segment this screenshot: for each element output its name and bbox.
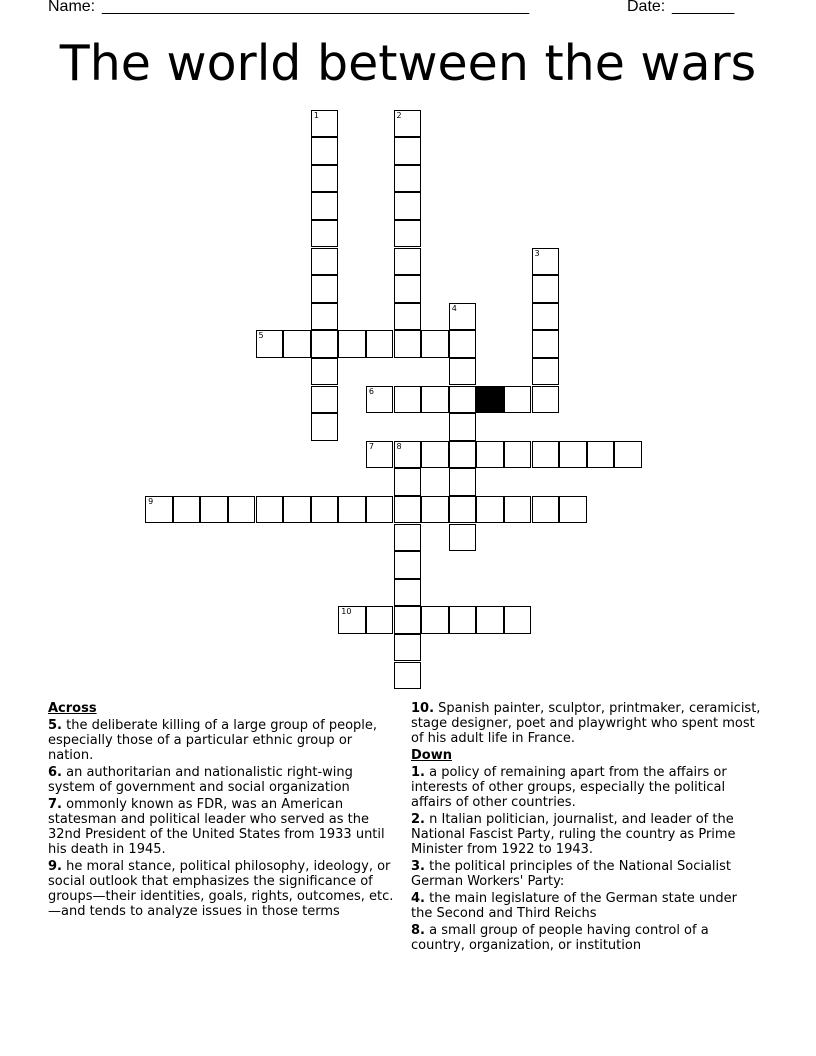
across-heading: Across [48, 701, 97, 716]
grid-cell[interactable] [228, 496, 256, 524]
clue-text: a policy of remaining apart from the affairs or interests of other groups, especially the political affairs of other countries. [411, 765, 727, 810]
grid-cell[interactable] [311, 192, 339, 220]
grid-cell[interactable] [394, 192, 422, 220]
date-label: Date: [627, 0, 666, 15]
grid-cell[interactable] [200, 496, 228, 524]
grid-cell[interactable] [311, 165, 339, 193]
grid-cell[interactable] [145, 496, 173, 524]
across-clue [48, 859, 398, 919]
clue-number: 7. [48, 797, 62, 812]
clue-number: 2. [411, 812, 425, 827]
grid-cell[interactable] [366, 386, 394, 414]
grid-cell[interactable] [283, 330, 311, 358]
grid-cell[interactable] [394, 662, 422, 690]
across-clue [48, 765, 398, 795]
grid-cell[interactable] [476, 496, 504, 524]
grid-cell[interactable] [449, 303, 477, 331]
grid-cell[interactable] [449, 441, 477, 469]
name-label: Name: [48, 0, 96, 15]
grid-cell[interactable] [311, 303, 339, 331]
clue-text: the deliberate killing of a large group of people, especially those of a particular ethnic group or nation. [48, 718, 378, 763]
grid-cell[interactable] [449, 606, 477, 634]
grid-cell[interactable] [394, 248, 422, 276]
grid-cell[interactable] [421, 386, 449, 414]
grid-cell[interactable] [366, 330, 394, 358]
grid-cell[interactable] [421, 606, 449, 634]
clue-number: 1. [411, 765, 425, 780]
grid-cell[interactable] [532, 330, 560, 358]
grid-cell[interactable] [449, 496, 477, 524]
clue-number-label: 2 [396, 110, 402, 120]
grid-cell[interactable] [394, 606, 422, 634]
grid-cell[interactable] [311, 275, 339, 303]
grid-cell[interactable] [532, 386, 560, 414]
grid-cell[interactable] [559, 441, 587, 469]
grid-cell[interactable] [283, 496, 311, 524]
clue-number: 9. [48, 859, 62, 874]
clue-text: n Italian politician, journalist, and leader of the National Fascist Party, ruling the country as Prime Minister from 1922 to 1943. [411, 812, 736, 857]
grid-cell[interactable] [449, 358, 477, 386]
grid-cell[interactable] [366, 606, 394, 634]
grid-cell[interactable] [338, 496, 366, 524]
clues-column-right [411, 701, 761, 955]
grid-cell[interactable] [449, 524, 477, 552]
grid-cell[interactable] [449, 468, 477, 496]
grid-cell[interactable] [532, 275, 560, 303]
grid-cell[interactable] [532, 303, 560, 331]
clue-text: Spanish painter, sculptor, printmaker, ceramicist, stage designer, poet and playwright who spent most of his adult life in France. [411, 701, 761, 746]
grid-cell[interactable] [504, 441, 532, 469]
clue-number-label: 7 [368, 441, 374, 451]
page-title: The world between the wars [59, 35, 757, 92]
down-heading: Down [411, 748, 452, 763]
grid-cell[interactable] [421, 441, 449, 469]
grid-cell[interactable] [394, 220, 422, 248]
grid-cell[interactable] [394, 524, 422, 552]
grid-cell[interactable] [311, 330, 339, 358]
grid-cell[interactable] [311, 413, 339, 441]
clue-number-label: 9 [148, 496, 154, 506]
name-blank-line[interactable]: ________________________________________________ [102, 0, 530, 15]
clue-number-label: 3 [534, 248, 540, 258]
grid-cell[interactable] [311, 220, 339, 248]
grid-cell[interactable] [476, 606, 504, 634]
grid-cell[interactable] [311, 496, 339, 524]
grid-cell[interactable] [421, 330, 449, 358]
grid-cell[interactable] [256, 496, 284, 524]
grid-cell[interactable] [394, 579, 422, 607]
blocked-square [476, 386, 504, 414]
clue-number: 6. [48, 765, 62, 780]
clue-text: a small group of people having control of a country, organization, or institution [411, 923, 709, 953]
clues-column-left [48, 701, 398, 921]
date-blank-line[interactable]: _______ [672, 0, 735, 15]
down-clue [411, 891, 761, 921]
grid-cell[interactable] [532, 358, 560, 386]
grid-cell[interactable] [366, 496, 394, 524]
clue-number-label: 4 [451, 303, 457, 313]
grid-cell[interactable] [504, 606, 532, 634]
grid-cell[interactable] [394, 496, 422, 524]
grid-cell[interactable] [532, 496, 560, 524]
clue-number: 10. [411, 701, 435, 716]
clue-number: 5. [48, 718, 62, 733]
grid-cell[interactable] [394, 468, 422, 496]
across-clue [48, 797, 398, 857]
clue-number-label: 6 [368, 386, 374, 396]
grid-cell[interactable] [476, 441, 504, 469]
down-clue [411, 923, 761, 953]
grid-cell[interactable] [587, 441, 615, 469]
grid-cell[interactable] [394, 330, 422, 358]
grid-cell[interactable] [311, 386, 339, 414]
grid-cell[interactable] [311, 137, 339, 165]
grid-cell[interactable] [394, 441, 422, 469]
across-clue [48, 718, 398, 763]
grid-cell[interactable] [311, 358, 339, 386]
down-clue [411, 859, 761, 889]
clue-text: the political principles of the National Socialist German Workers' Party: [411, 859, 732, 889]
grid-cell[interactable] [338, 606, 366, 634]
across-clue [411, 701, 761, 746]
clue-text: the main legislature of the German state under the Second and Third Reichs [411, 891, 738, 921]
grid-cell[interactable] [394, 634, 422, 662]
grid-cell[interactable] [394, 165, 422, 193]
grid-cell[interactable] [559, 496, 587, 524]
grid-cell[interactable] [532, 248, 560, 276]
clue-number: 4. [411, 891, 425, 906]
grid-cell[interactable] [311, 110, 339, 138]
clue-number-label: 1 [313, 110, 319, 120]
grid-cell[interactable] [256, 330, 284, 358]
grid-cell[interactable] [394, 110, 422, 138]
grid-cell[interactable] [449, 386, 477, 414]
clue-number-label: 10 [341, 607, 352, 617]
clue-text: ommonly known as FDR, was an American statesman and political leader who served as the 32nd President of the United States from 1933 until his death in 1945. [48, 797, 385, 857]
down-clue [411, 812, 761, 857]
grid-cell[interactable] [173, 496, 201, 524]
grid-cell[interactable] [614, 441, 642, 469]
grid-cell[interactable] [394, 275, 422, 303]
grid-cell[interactable] [311, 248, 339, 276]
clue-number-label: 8 [396, 441, 402, 451]
clue-text: an authoritarian and nationalistic right-wing system of government and social organization [48, 765, 353, 795]
grid-cell[interactable] [504, 496, 532, 524]
grid-cell[interactable] [504, 386, 532, 414]
grid-cell[interactable] [449, 413, 477, 441]
down-clue [411, 765, 761, 810]
clue-number: 8. [411, 923, 425, 938]
grid-cell[interactable] [338, 330, 366, 358]
clue-text: he moral stance, political philosophy, ideology, or social outlook that emphasizes the significance of groups—their identities, goals, rights, outcomes, etc.—and tends to analyze issues in those terms [48, 859, 394, 919]
grid-cell[interactable] [421, 496, 449, 524]
grid-cell[interactable] [394, 386, 422, 414]
grid-cell[interactable] [394, 137, 422, 165]
grid-cell[interactable] [394, 303, 422, 331]
grid-cell[interactable] [394, 551, 422, 579]
grid-cell[interactable] [532, 441, 560, 469]
grid-cell[interactable] [366, 441, 394, 469]
grid-cell[interactable] [449, 330, 477, 358]
clue-number-label: 5 [258, 331, 264, 341]
clue-number: 3. [411, 859, 425, 874]
